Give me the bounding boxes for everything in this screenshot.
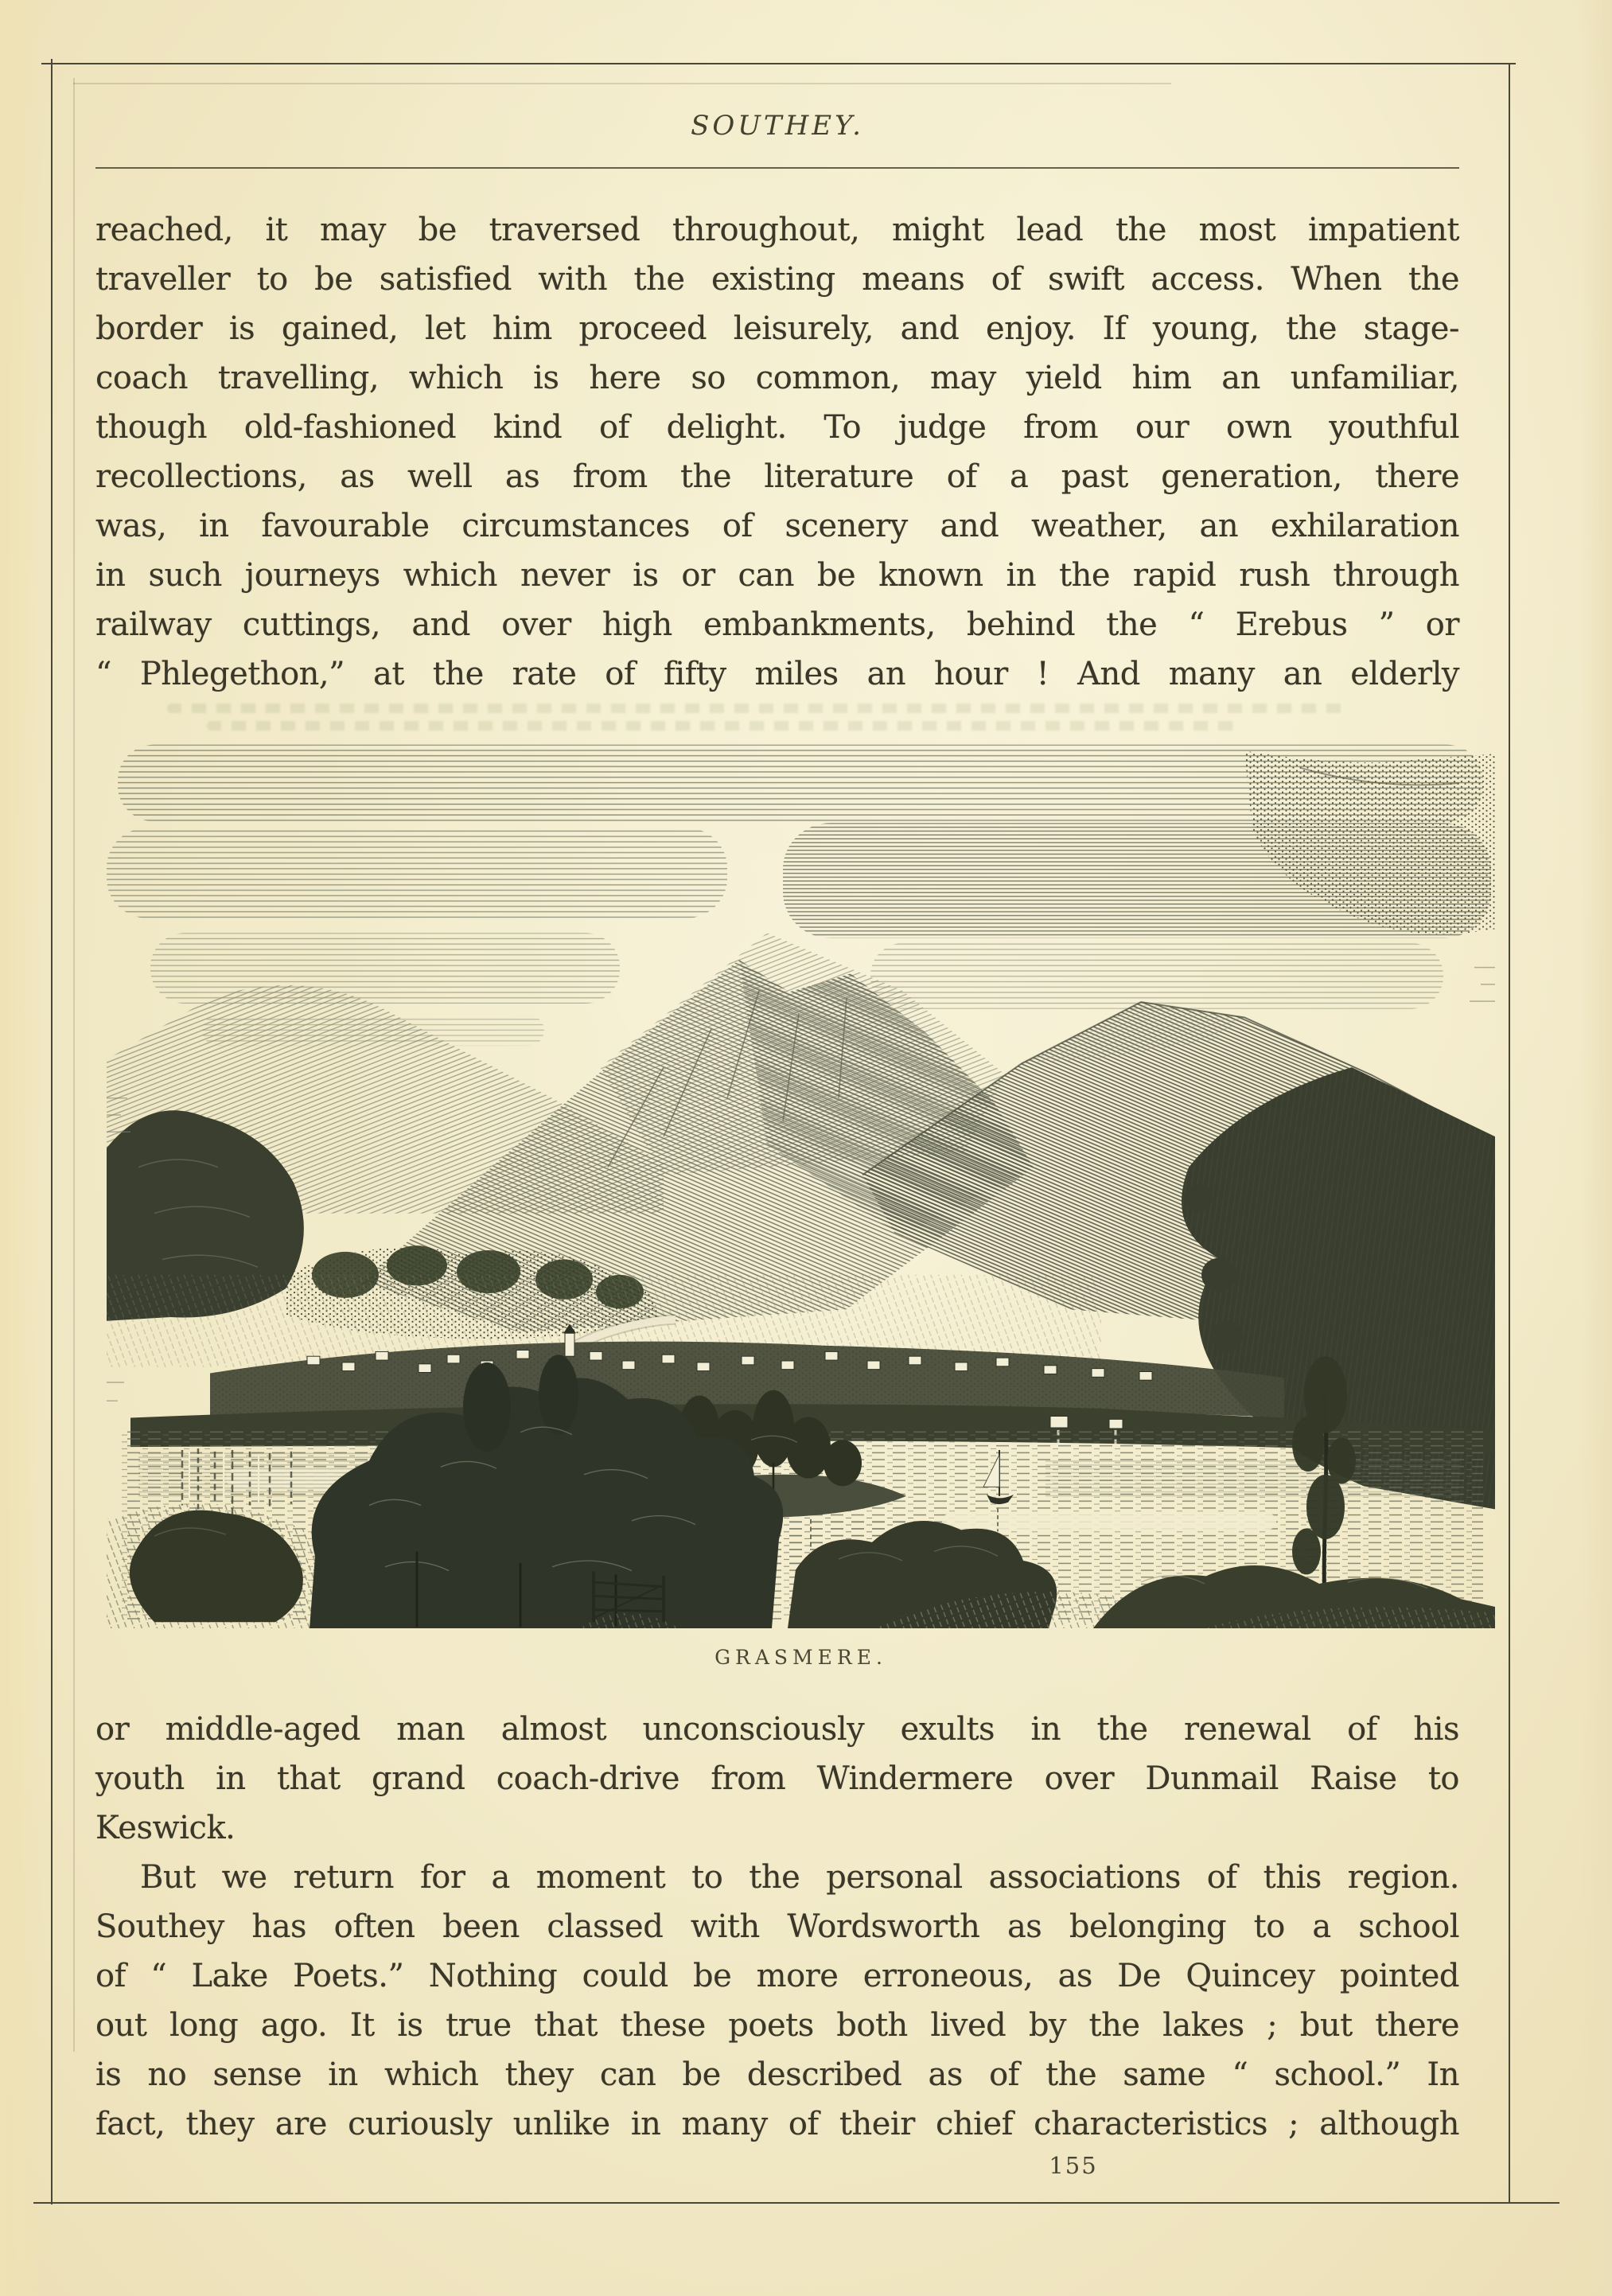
paragraph-1 [95,205,1459,699]
text-line: youth in that grand coach-drive from Windermere over Dunmail Raise to [95,1760,1459,1797]
text-line: traveller to be satisfied with the existing means of swift access. When the [95,261,1459,298]
text-line: though old-fashioned kind of delight. To judge from our own youthful [95,409,1459,446]
text-line: fact, they are curiously unlike in many of their chief characteristics ; although [95,2106,1459,2142]
text-line: border is gained, let him proceed leisurely, and enjoy. If young, the stage- [95,310,1459,347]
figure-caption: GRASMERE. [714,1646,887,1669]
text-line: Southey has often been classed with Wordsworth as belonging to a school [95,1908,1459,1945]
page-frame-left-rule [51,59,53,2204]
text-line: reached, it may be traversed throughout, might lead the most impatient [95,212,1459,248]
grasmere-illustration [107,737,1495,1670]
head-rule [95,167,1459,169]
page-frame-top-rule [41,63,1516,64]
text-line: in such journeys which never is or can be known in the rapid rush through [95,557,1459,594]
paragraph-3 [95,1853,1459,2149]
page-number: 155 [1049,2152,1098,2179]
text-line: was, in favourable circumstances of scenery and weather, an exhilaration [95,508,1459,544]
page-frame-bottom-rule [33,2202,1559,2204]
text-block [95,102,1459,2149]
text-line: Keswick. [95,1810,236,1846]
text-line: recollections, as well as from the literature of a past generation, there [95,458,1459,495]
text-line: out long ago. It is true that these poets both lived by the lakes ; but there [95,2007,1459,2044]
text-line: “ Phlegethon,” at the rate of fifty miles an hour ! And many an elderly [95,656,1459,692]
running-head: SOUTHEY. [691,110,864,142]
text-line: or middle-aged man almost unconsciously exults in the renewal of his [95,1711,1459,1748]
page-frame-right-rule [1509,64,1510,2202]
paragraph-2 [95,1705,1459,1853]
text-line: is no sense in which they can be described as of the same “ school.” In [95,2056,1459,2093]
grasmere-engraving-image [107,737,1495,1628]
text-line: But we return for a moment to the personal associations of this region. [140,1859,1459,1896]
text-line: of “ Lake Poets.” Nothing could be more erroneous, as De Quincey pointed [95,1958,1459,1994]
page-frame-top-ghost-rule [73,83,1171,84]
text-line: coach travelling, which is here so common, may yield him an unfamiliar, [95,360,1459,396]
text-line: railway cuttings, and over high embankments, behind the “ Erebus ” or [95,606,1459,643]
page-frame-left-ghost-rule [73,78,75,2052]
